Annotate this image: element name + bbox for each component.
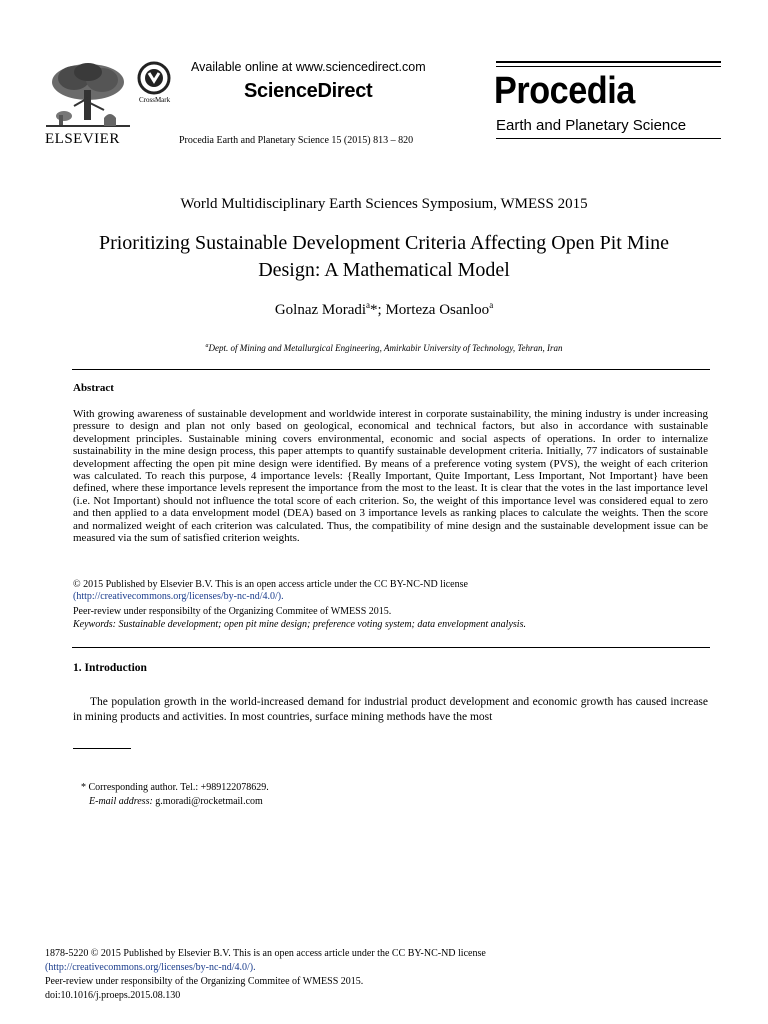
footer-license-link[interactable]: (http://creativecommons.org/licenses/by-nc-nd/4.0/). — [45, 962, 256, 973]
abstract-bottom-rule — [72, 647, 710, 648]
author-separator: ; — [377, 302, 386, 318]
affiliation-text: Dept. of Mining and Metallurgical Engineering, Amirkabir University of Technology, Tehran, Iran — [208, 343, 563, 353]
section-heading-introduction: 1. Introduction — [73, 662, 147, 674]
sciencedirect-logo-text[interactable]: ScienceDirect — [244, 80, 373, 102]
procedia-top-rule — [496, 61, 721, 63]
footer-issn-license: 1878-5220 © 2015 Published by Elsevier B.V. This is an open access article under the CC BY-NC-ND license — [45, 948, 486, 959]
journal-reference: Procedia Earth and Planetary Science 15 (2015) 813 – 820 — [179, 135, 414, 146]
footnote-rule — [73, 748, 131, 749]
keywords-list: Sustainable development; open pit mine design; preference voting system; data envelopment analysis. — [118, 619, 526, 630]
author-1[interactable]: Golnaz Moradi — [274, 302, 367, 318]
procedia-top-rule-thin — [496, 66, 721, 67]
author-list — [0, 300, 768, 319]
abstract-top-rule — [72, 369, 710, 370]
corresponding-mark: * — [370, 302, 378, 318]
crossmark-icon[interactable] — [137, 61, 171, 95]
author-2[interactable]: Morteza Osanloo — [385, 302, 490, 318]
email-note — [89, 796, 263, 807]
paper-title: Prioritizing Sustainable Development Criteria Affecting Open Pit Mine Design: A Mathematical Model — [98, 232, 670, 281]
journal-subtitle: Earth and Planetary Science — [496, 117, 687, 134]
abstract-heading: Abstract — [73, 382, 114, 394]
journal-title: Procedia — [494, 70, 635, 112]
elsevier-tree-logo — [44, 60, 132, 132]
email-label: E-mail address: — [89, 796, 153, 807]
license-link[interactable]: (http://creativecommons.org/licenses/by-nc-nd/4.0/). — [73, 591, 284, 602]
available-online-text: Available online at www.sciencedirect.com — [191, 60, 426, 74]
corresponding-author-note: * Corresponding author. Tel.: +989122078629. — [81, 782, 269, 793]
affiliation-sup: a — [205, 343, 209, 349]
footer-doi[interactable]: doi:10.1016/j.proeps.2015.08.130 — [45, 990, 181, 1001]
abstract-body: With growing awareness of sustainable development and worldwide interest in corporate sustainability, the mining industry is under increasing pressure to design and plan not only based on geological, economical and technical factors, but also in accordance with sustainable development principles. Sustainable mining covers environmental, economic and social aspects of operations. In order to internalize sustainability in the mine design process, this paper attempts to quantify sustainable development criteria. Initially, 77 indicators of sustainable development affecting the open pit mine design were identified. By means of a preference voting system (PVS), the weight of each criterion was calculated. To reach this purpose, 4 importance levels: {Really Important, Quite Important, Less Important, Not Important} have been defined, where these importance levels represent the importance from the most to the least. It is clear that the votes in the last importance level (i.e. Not Important) should not influence the total score of each criterion. So, the weight of this importance level was considered equal to zero and then applied to a data envelopment model (DEA) based on 3 importance levels as ranking places to calculate the weights. Then the score and normalized weight of each criterion was calculated. Thus, the compatibility of mine design and the sustainable development issue can be measured via the sum of satisfied criterion weights. — [73, 408, 708, 545]
peer-review-statement: Peer-review under responsibilty of the Organizing Commitee of WMESS 2015. — [73, 606, 392, 617]
author-1-affil-sup: a — [366, 300, 371, 310]
keywords-label: Keywords: — [73, 619, 116, 630]
introduction-paragraph: The population growth in the world-increased demand for industrial product development and economic growth has caused increase in mining products and activities. In most countries, surface mining methods have the most — [73, 696, 708, 723]
keywords — [73, 619, 526, 630]
symposium-name: World Multidisciplinary Earth Sciences Symposium, WMESS 2015 — [180, 196, 588, 212]
affiliation — [0, 343, 768, 353]
license-statement: © 2015 Published by Elsevier B.V. This is an open access article under the CC BY-NC-ND license — [73, 579, 468, 590]
footer-peer-review: Peer-review under responsibilty of the Organizing Commitee of WMESS 2015. — [45, 976, 364, 987]
publisher-name: ELSEVIER — [45, 131, 120, 147]
procedia-bottom-rule — [496, 138, 721, 139]
crossmark-label: CrossMark — [139, 96, 171, 104]
author-2-affil-sup: a — [489, 300, 494, 310]
email-address[interactable]: g.moradi@rocketmail.com — [155, 796, 263, 807]
